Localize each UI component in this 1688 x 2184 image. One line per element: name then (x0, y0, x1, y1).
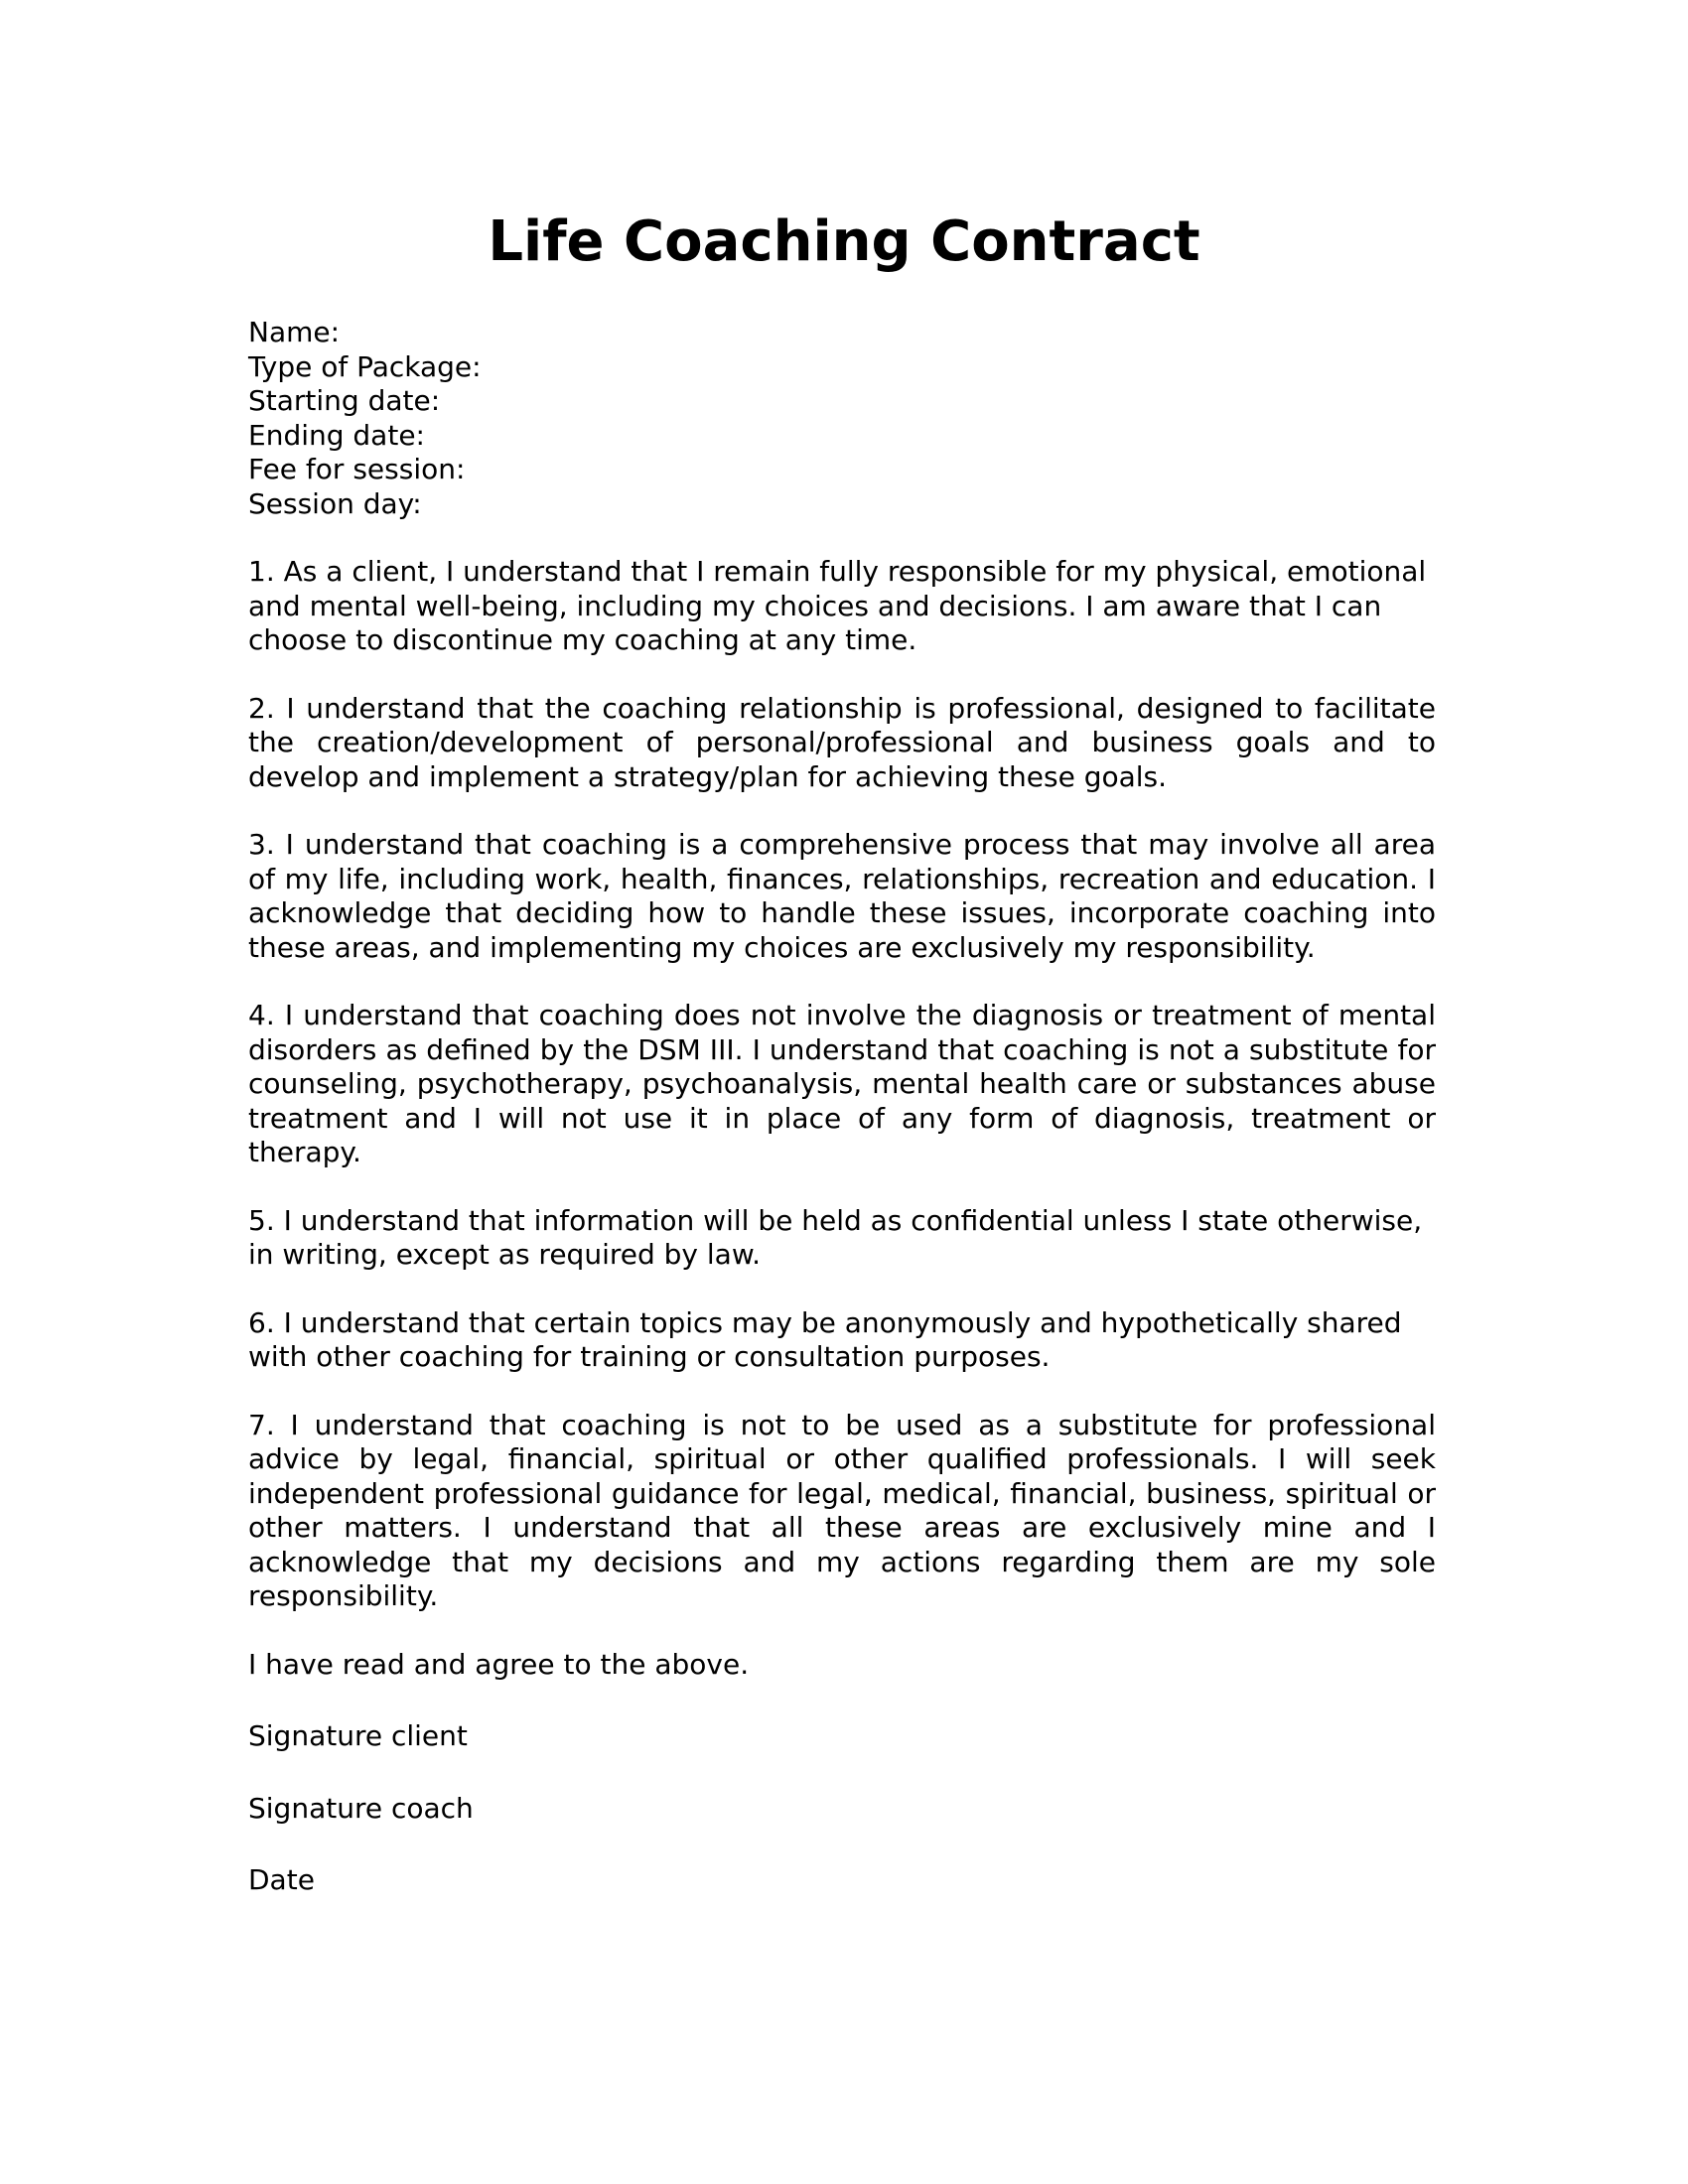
contract-fields (248, 316, 1436, 521)
document-title: Life Coaching Contract (488, 209, 1200, 274)
clause-2: 2. I understand that the coaching relationship is professional, designed to facilitate the creation/development of personal/professional and business goals and to develop and implement a strategy/plan for achieving these goals. (248, 691, 1436, 793)
clause-3: 3. I understand that coaching is a comprehensive process that may involve all area of my life, including work, health, finances, relationships, recreation and education. I acknowledge that deciding how to handle these issues, incorporate coaching into these areas, and implementing my choices are exclusively my responsibility. (248, 828, 1436, 964)
signature-coach-label: Signature coach (248, 1791, 474, 1825)
field-ending-date: Ending date: (248, 418, 425, 452)
clause-6: 6. I understand that certain topics may be anonymously and hypothetically shared with other coaching for training or consultation purposes. (248, 1305, 1402, 1373)
clause-7: 7. I understand that coaching is not to be used as a substitute for professional advice by legal, financial, spiritual or other qualified professionals. I will seek independent professional guidance for legal, medical, financial, business, spiritual or other matters. I understand that all these areas are exclusively mine and I acknowledge that my decisions and my actions regarding them are my sole responsibility. (248, 1408, 1436, 1612)
clause-4: 4. I understand that coaching does not involve the diagnosis or treatment of mental disorders as defined by the DSM III. I understand that coaching is not a substitute for counseling, psychotherapy, psychoanalysis, mental health care or substances abuse treatment and I will not use it in place of any form of diagnosis, treatment or therapy. (248, 999, 1436, 1168)
field-name: Name: (248, 316, 341, 348)
field-package-type: Type of Package: (248, 349, 482, 383)
field-session-day: Session day: (248, 486, 422, 520)
signature-date-label: Date (248, 1863, 315, 1896)
document-body (248, 316, 1436, 1936)
clause-1: 1. As a client, I understand that I remain fully responsible for my physical, emotional and mental well-being, including my choices and decisions. I am aware that I can choose to discontinue my coaching at any time. (248, 555, 1427, 656)
field-starting-date: Starting date: (248, 384, 441, 417)
clause-5: 5. I understand that information will be held as confidential unless I state otherwise, in writing, except as required by law. (248, 1203, 1423, 1271)
agreement-statement: I have read and agree to the above. (248, 1647, 750, 1681)
signature-client-label: Signature client (248, 1719, 468, 1752)
field-session-fee: Fee for session: (248, 453, 466, 485)
